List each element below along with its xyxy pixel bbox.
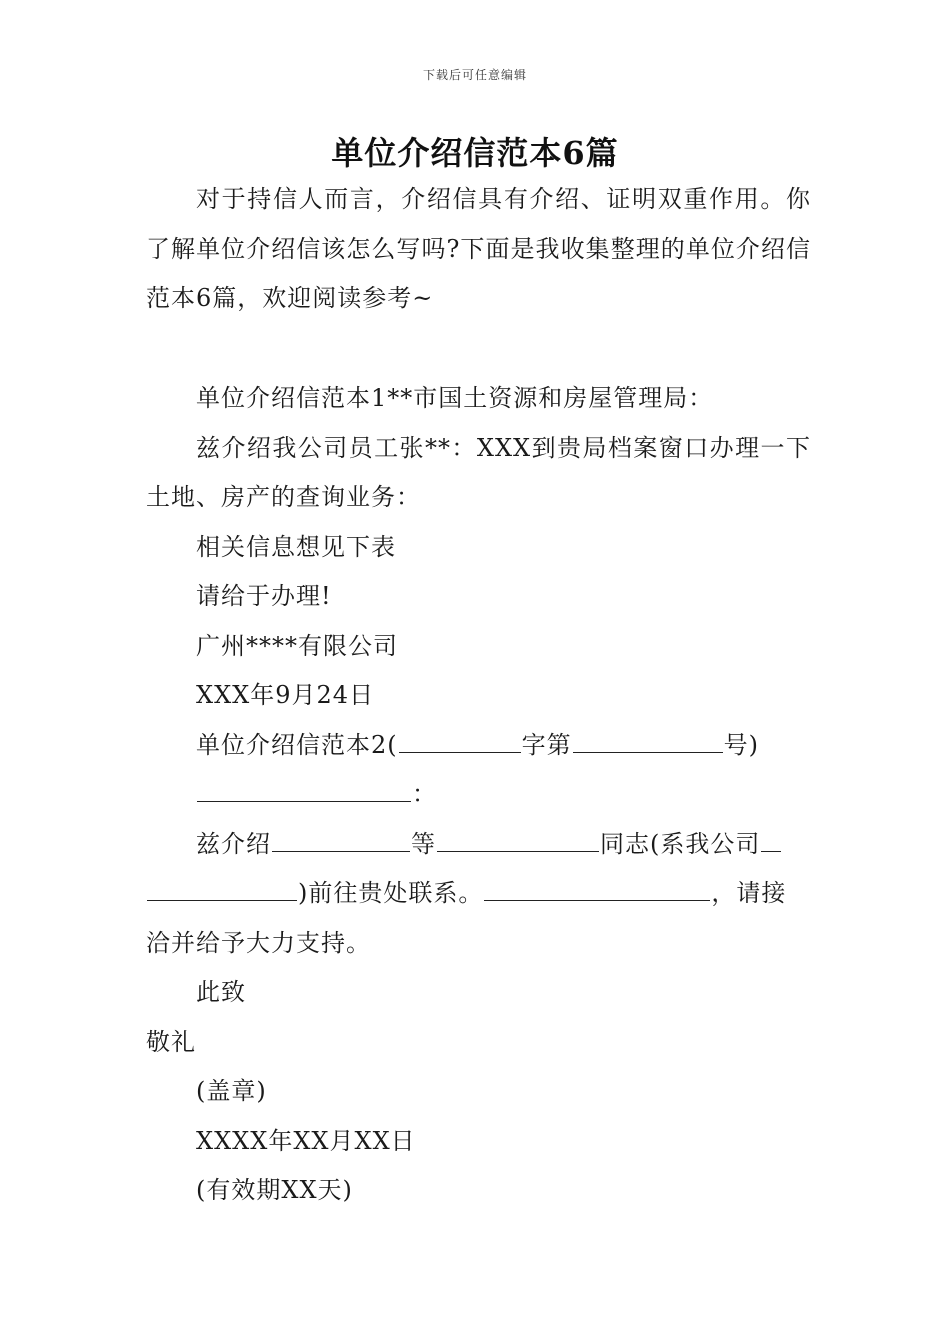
letter2-intro-contact: )前往贵处联系。: [298, 879, 484, 907]
header-note: 下载后可任意编辑: [422, 68, 527, 82]
letter2-intro-line-2: [146, 869, 811, 919]
letter2-heading-mid: 字第: [521, 730, 572, 759]
letter2-intro-line-3: 洽并给予大力支持。: [146, 928, 371, 957]
letter1-company: 广州****有限公司: [196, 631, 398, 660]
letter2-intro-prefix: 兹介绍: [196, 829, 271, 858]
letter1-info-line: 相关信息想见下表: [196, 532, 396, 561]
letter1-heading: 单位介绍信范本1**市国土资源和房屋管理局：: [196, 384, 714, 412]
blank-field: [761, 825, 781, 851]
letter2-intro-line-1: [146, 820, 811, 870]
blank-field: [484, 875, 710, 901]
intro-paragraph: [146, 175, 811, 324]
intro-text: 对于持信人而言，介绍信具有介绍、证明双重作用。你了解单位介绍信该怎么写吗?下面是我收集整理的单位介绍信范本6篇，欢迎阅读参考~: [146, 185, 811, 312]
letter2-addressee-colon: ：: [412, 780, 437, 808]
letter1-request-line: 请给于办理!: [196, 582, 332, 610]
letter2-heading: [146, 721, 811, 771]
letter2-addressee: [146, 770, 811, 820]
letter-body: [146, 374, 811, 1216]
letter2-validity: (有效期XX天): [196, 1176, 353, 1204]
letter1-date: XXX年9月24日: [196, 681, 375, 709]
blank-field: [272, 825, 410, 851]
blank-field: [399, 726, 521, 752]
letter2-heading-prefix: 单位介绍信范本2(: [196, 730, 398, 759]
letter2-closing-1: 此致: [196, 978, 246, 1006]
letter2-date: XXXX年XX月XX日: [196, 1126, 416, 1155]
letter2-closing-2: 敬礼: [146, 1027, 196, 1056]
letter2-seal: (盖章): [196, 1077, 267, 1105]
blank-field: [197, 776, 411, 802]
blank-field: [147, 875, 297, 901]
blank-field: [437, 825, 599, 851]
letter2-intro-deng: 等: [411, 829, 436, 858]
letter1-body: 兹介绍我公司员工张**：XXX到贵局档案窗口办理一下土地、房产的查询业务：: [146, 433, 811, 511]
letter2-intro-comrade: 同志(系我公司: [600, 829, 761, 858]
letter2-heading-suffix: 号): [723, 730, 760, 759]
page-title: 单位介绍信范本6篇: [331, 134, 619, 172]
blank-field: [573, 726, 723, 752]
letter2-intro-please: ，请接: [711, 879, 787, 907]
